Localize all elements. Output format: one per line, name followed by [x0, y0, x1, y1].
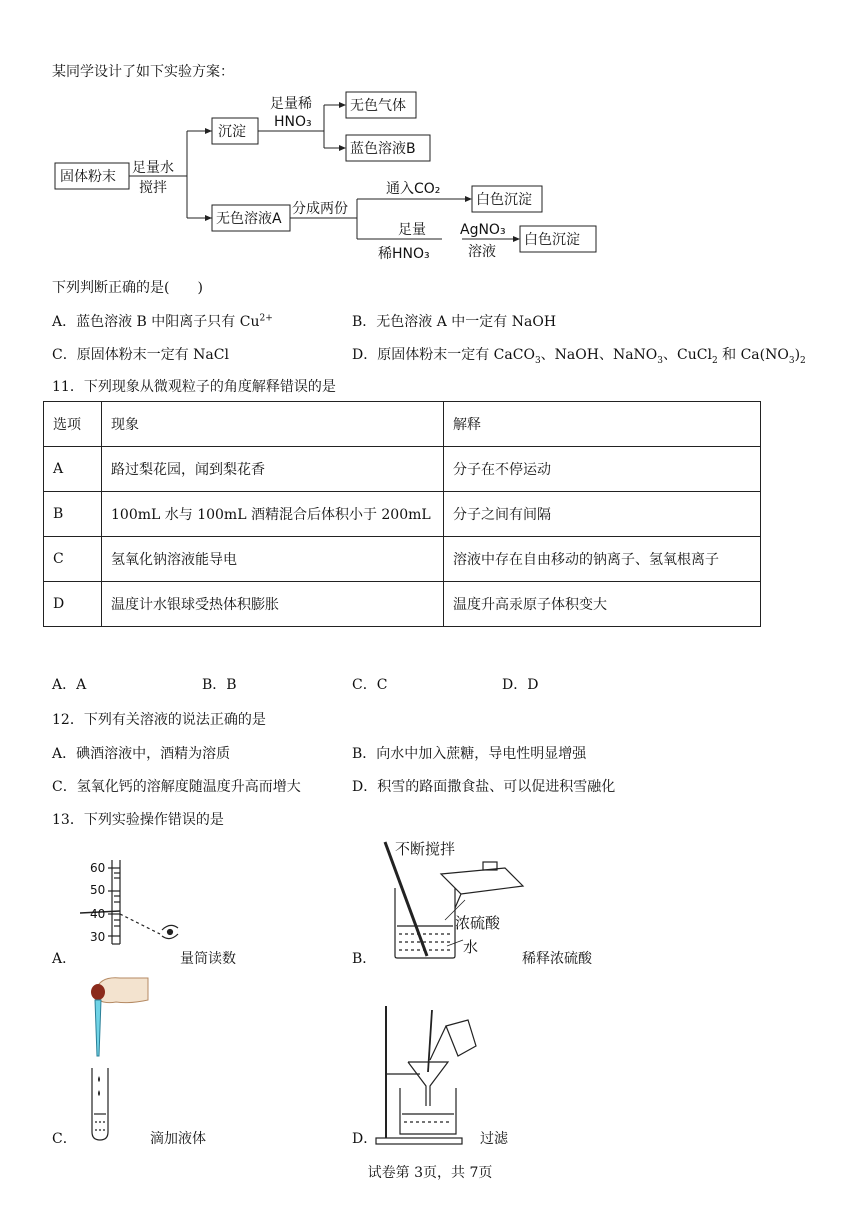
graduated-cylinder-figure: [80, 856, 190, 948]
label-white-ppt-2: 白色沉淀: [524, 232, 580, 248]
eye-icon: [162, 925, 178, 938]
table-row: [44, 537, 761, 582]
row-option: B: [44, 492, 102, 537]
table-row: [44, 447, 761, 492]
table-row: [44, 492, 761, 537]
q13-stem: 13．下列实验操作错误的是: [52, 812, 224, 828]
q11-stem: 11．下列现象从微观粒子的角度解释错误的是: [52, 379, 336, 395]
q12-stem: 12．下列有关溶液的说法正确的是: [52, 712, 266, 728]
label-agno3-bottom: 溶液: [468, 244, 496, 260]
dropper-figure: [80, 972, 154, 1144]
table-row: [44, 582, 761, 627]
row-explanation: 溶液中存在自由移动的钠离子、氢氧根离子: [444, 537, 761, 582]
q10-option-d: D．原固体粉末一定有 CaCO$_3$、NaOH、NaNO$_3$、CuCl$_2$ 和 $Ca(NO_3)_2$: [352, 347, 806, 366]
q12-option-d: D．积雪的路面撒食盐、可以促进积雪融化: [352, 779, 616, 795]
q10-option-c: C．原固体粉末一定有 NaCl: [52, 347, 229, 363]
tick-label: 40: [90, 907, 106, 921]
label-dilute-top: 足量: [398, 222, 426, 238]
dilute-acid-figure: [375, 838, 535, 964]
row-explanation: 分子在不停运动: [444, 447, 761, 492]
experiment-flowchart: [52, 88, 612, 260]
label-hno3-bottom: HNO₃: [274, 114, 312, 130]
tick-label: 60: [90, 861, 106, 875]
label-agno3-top: AgNO₃: [460, 222, 506, 238]
tick-label: 50: [90, 883, 106, 897]
label-water-top: 足量水: [132, 160, 174, 176]
q10-stem: 下列判断正确的是( ): [52, 280, 203, 296]
q13-letter-d: D．: [352, 1131, 378, 1147]
q11-option-d: D．D: [502, 677, 539, 693]
q10-option-b: B．无色溶液 A 中一定有 NaOH: [352, 314, 557, 330]
label-water-bottom: 搅拌: [139, 180, 167, 196]
intro-text: 某同学设计了如下实验方案：: [52, 64, 234, 80]
q11-option-a: A．A: [52, 677, 87, 693]
row-option: C: [44, 537, 102, 582]
page-footer: 试卷第 3页，共 7页: [367, 1165, 493, 1181]
q13-caption-d: 过滤: [480, 1131, 508, 1147]
label-solution-a: 无色溶液A: [216, 211, 282, 227]
row-phenomenon: 温度计水银球受热体积膨胀: [102, 582, 444, 627]
table-header-row: [44, 402, 761, 447]
label-blue-solution: 蓝色溶液B: [350, 141, 416, 157]
q13-caption-a: 量筒读数: [180, 951, 236, 967]
tick-label: 30: [90, 930, 106, 944]
water-label: 水: [463, 938, 479, 956]
label-white-ppt-1: 白色沉淀: [476, 192, 532, 208]
row-option: A: [44, 447, 102, 492]
q10-option-a: A．蓝色溶液 B 中阳离子只有 $Cu^{2+}$: [52, 313, 273, 330]
row-phenomenon: 100mL 水与 100mL 酒精混合后体积小于 200mL: [102, 492, 444, 537]
label-precipitate: 沉淀: [218, 124, 246, 140]
row-explanation: 温度升高汞原子体积变大: [444, 582, 761, 627]
acid-label: 浓硫酸: [455, 914, 501, 932]
q13-letter-a: A．: [52, 951, 77, 967]
q13-caption-b: 稀释浓硫酸: [522, 951, 592, 967]
q13-letter-c: C．: [52, 1131, 77, 1147]
label-gas: 无色气体: [350, 98, 406, 114]
header-phenomenon: 现象: [102, 402, 444, 447]
q13-letter-b: B．: [352, 951, 377, 967]
row-option: D: [44, 582, 102, 627]
label-dilute-bottom: 稀HNO₃: [378, 246, 430, 260]
q11-table: [43, 401, 761, 627]
q12-option-a: A．碘酒溶液中，酒精为溶质: [52, 746, 231, 762]
row-explanation: 分子之间有间隔: [444, 492, 761, 537]
q13-caption-c: 滴加液体: [150, 1131, 206, 1147]
header-option: 选项: [44, 402, 102, 447]
label-co2: 通入CO₂: [386, 181, 441, 197]
stir-label: 不断搅拌: [395, 840, 456, 858]
label-hno3-top: 足量稀: [270, 96, 312, 112]
header-explanation: 解释: [444, 402, 761, 447]
q11-option-b: B．B: [202, 677, 237, 693]
filtration-figure: [372, 1002, 480, 1148]
label-split: 分成两份: [292, 201, 348, 217]
row-phenomenon: 氢氧化钠溶液能导电: [102, 537, 444, 582]
label-solid: 固体粉末: [60, 169, 116, 185]
row-phenomenon: 路过梨花园，闻到梨花香: [102, 447, 444, 492]
q12-option-b: B．向水中加入蔗糖，导电性明显增强: [352, 746, 587, 762]
q12-option-c: C．氢氧化钙的溶解度随温度升高而增大: [52, 779, 301, 795]
q11-option-c: C．C: [352, 677, 388, 693]
